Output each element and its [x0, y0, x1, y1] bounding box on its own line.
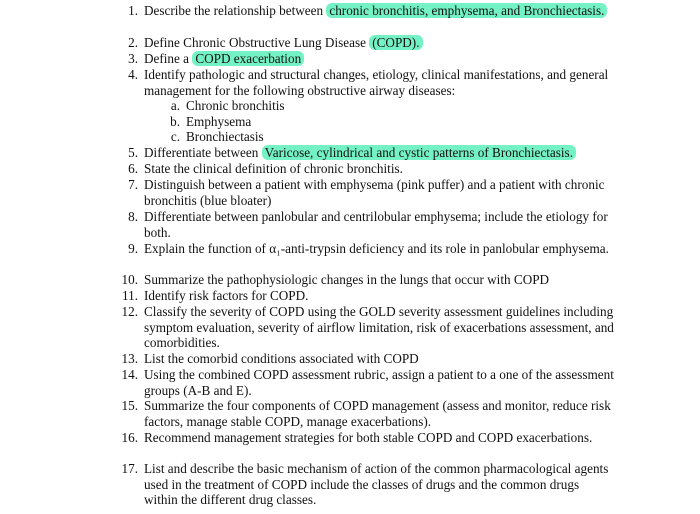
sub-list-text: Bronchiectasis [186, 129, 264, 144]
list-number: 3. [128, 51, 138, 66]
list-text: Differentiate between panlobular and centrilobular emphysema; include the etiology for both. [144, 209, 608, 240]
list-number: 13. [121, 351, 138, 366]
list-text: Identify risk factors for COPD. [144, 288, 309, 303]
list-number: 1. [128, 3, 138, 18]
list-text-plain: Define Chronic Obstructive Lung Disease [144, 35, 370, 50]
list-number: 4. [128, 67, 138, 82]
list-number: 8. [128, 209, 138, 224]
list-number: 5. [128, 145, 138, 160]
list-text [144, 145, 634, 161]
list-number: 17. [121, 461, 138, 476]
list-number: 12. [121, 304, 138, 319]
list-text: Classify the severity of COPD using the GOLD severity assessment guidelines including symptom evaluation, severity of airflow limitation, risk of exacerbations assessment, and comorbidities. [144, 304, 614, 351]
list-text [144, 51, 614, 67]
sub-list-text: Emphysema [186, 114, 252, 129]
list-text-plain: Differentiate between [144, 145, 262, 160]
list-text: Using the combined COPD assessment rubric, assign a patient to a one of the assessment groups (A-B and E). [144, 367, 614, 398]
list-number: 10. [121, 272, 138, 287]
list-text-plain: Describe the relationship between [144, 3, 327, 18]
sub-list-letter: b. [170, 114, 180, 129]
highlighted-text: COPD exacerbation [192, 51, 304, 66]
list-text: Explain the function of α₁-anti-trypsin deficiency and its role in panlobular emphysema. [144, 241, 609, 256]
highlighted-text: chronic bronchitis, emphysema, and Bronchiectasis. [326, 3, 607, 18]
sub-list-letter: c. [170, 129, 180, 144]
list-text: Summarize the four components of COPD management (assess and monitor, reduce risk factors, manage stable COPD, manage exacerbations). [144, 398, 611, 429]
list-text [144, 3, 614, 19]
list-text: Recommend management strategies for both stable COPD and COPD exacerbations. [144, 430, 593, 445]
list-text: Identify pathologic and structural changes, etiology, clinical manifestations, and general management for the following obstructive airway diseases: [144, 67, 609, 98]
list-text [144, 35, 614, 51]
highlighted-text: (COPD). [369, 35, 422, 50]
list-number: 6. [128, 161, 138, 176]
list-number: 2. [128, 35, 138, 50]
list-text: List and describe the basic mechanism of action of the common pharmacological agents used in the treatment of COPD include the classes of drugs and the common drugs within the different drug classes. [144, 461, 609, 508]
list-number: 15. [121, 398, 138, 413]
list-text: List the comorbid conditions associated with COPD [144, 351, 419, 366]
list-text-plain: Define a [144, 51, 193, 66]
list-text: Summarize the pathophysiologic changes in the lungs that occur with COPD [144, 272, 550, 287]
sub-list-text: Chronic bronchitis [186, 98, 285, 113]
list-number: 7. [128, 177, 138, 192]
sub-list-letter: a. [170, 98, 180, 113]
list-text: Distinguish between a patient with emphysema (pink puffer) and a patient with chronic bronchitis (blue bloater) [144, 177, 605, 208]
list-number: 16. [121, 430, 138, 445]
list-number: 9. [128, 241, 138, 256]
list-text: State the clinical definition of chronic bronchitis. [144, 161, 403, 176]
list-number: 11. [122, 288, 138, 303]
highlighted-text: Varicose, cylindrical and cystic patterns of Bronchiectasis. [262, 145, 576, 160]
list-number: 14. [121, 367, 138, 382]
